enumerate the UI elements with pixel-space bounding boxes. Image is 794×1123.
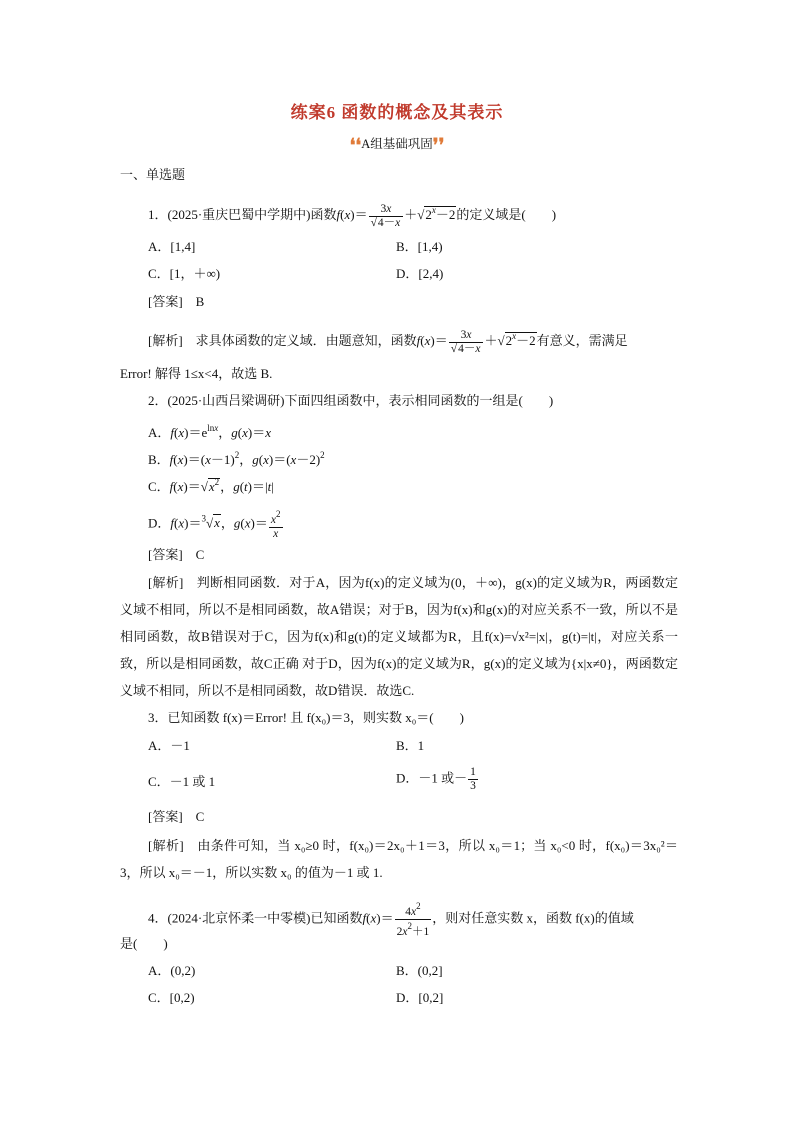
q4-stem-cont: 是( ) bbox=[120, 936, 168, 951]
q3-answer: [答案] C bbox=[148, 809, 205, 824]
group-heading bbox=[0, 134, 794, 156]
q1-option-a: A．[1,4] bbox=[148, 239, 196, 254]
q4-option-c: C．[0,2) bbox=[148, 990, 195, 1005]
group-label: A组基础巩固 bbox=[361, 137, 433, 151]
q1-option-b: B．[1,4) bbox=[396, 239, 443, 254]
left-quote-icon: ❛❛ bbox=[349, 135, 362, 155]
q1-option-d: D．[2,4) bbox=[396, 266, 444, 281]
q2-stem: 2．(2025·山西吕梁调研)下面四组函数中，表示相同函数的一组是( ) bbox=[148, 393, 554, 408]
q1-option-c: C．[1，＋∞) bbox=[148, 266, 221, 281]
q2-option-b: B．$f(x)=(x-1)^2$，$g(x)=(x-2)^2$ bbox=[148, 450, 325, 467]
q3-option-c: C．－1 或 1 bbox=[148, 774, 216, 789]
section-heading: 一、单选题 bbox=[120, 167, 186, 182]
q3-stem: 3．已知函数 f(x)＝Error! 且 f(x₀)＝3，则实数 x₀＝( ) bbox=[148, 710, 464, 725]
q2-option-c: C．$f(x)=√x^2$，g(t)＝|t| bbox=[148, 477, 274, 494]
q3-option-a: A．－1 bbox=[148, 738, 190, 753]
q3-option-d: D．－1 或－ $\frac{1}{3}$ bbox=[396, 766, 476, 792]
q2-option-a: A．$f(x)=e^{lnx}$，g(x)＝x bbox=[148, 423, 272, 440]
q4-option-b: B．(0,2] bbox=[396, 963, 443, 978]
q2-answer: [答案] C bbox=[148, 547, 205, 562]
q1-answer: [答案] B bbox=[148, 294, 205, 309]
q2-option-d: D．f(x)＝$^3$√x，g(x)＝ $\frac{x^2}{x}$ bbox=[148, 509, 281, 540]
q3-option-b: B．1 bbox=[396, 738, 425, 753]
page-title: 练案6 函数的概念及其表示 bbox=[290, 103, 504, 122]
q1-analysis-line2: Error! 解得 1≤x<4，故选 B. bbox=[120, 366, 273, 381]
q4-option-d: D．[0,2] bbox=[396, 990, 444, 1005]
q4-stem: 4．(2024·北京怀柔一中零模)已知函数f(x)＝ $\frac{4x^2}{2x^2+1}$ ，则对任意实数 x，函数 f(x)的值域 bbox=[148, 901, 634, 938]
q1-stem: 1．(2025·重庆巴蜀中学期中)函数f(x)＝ $\frac{3x}{√4-x}$ $+√2^x-2$的定义域是( ) bbox=[148, 202, 557, 229]
right-quote-icon: ❜❜ bbox=[432, 135, 445, 155]
q3-analysis: [解析] 由条件可知，当 x₀≥0 时，f(x₀)＝2x₀＋1＝3，所以 x₀＝1；当 x₀<0 时，f(x₀)＝3x₀²＝3，所以 x₀＝－1，所以实数 x₀ 的值为－1 或 1. bbox=[120, 838, 678, 880]
q2-analysis: [解析] 判断相同函数．对于A，因为f(x)的定义域为(0，＋∞)，g(x)的定义域为R，两函数定义域不相同，所以不是相同函数，故A错误；对于B，因为f(x)和g(x)的对应关系不一致，所以不是相同函数，故B错误对于C，因为f(x)和g(t)的定义域都为R，且f(x)=√x²=|x|，g(t)=|t|，对应关系一致，所以是相同函数，故C正确 对于D，因为f(x)的定义域为R，g(x)的定义域为{x|x≠0}，两函数定义域不相同，所以不是相同函数，故D错误．故选C. bbox=[120, 575, 678, 698]
q4-option-a: A．(0,2) bbox=[148, 963, 196, 978]
q1-analysis-line1: [解析] 求具体函数的定义域．由题意知，函数f(x)＝ $\frac{3x}{√4-x}$ $+√2^x-2$有意义，需满足 bbox=[148, 328, 628, 355]
